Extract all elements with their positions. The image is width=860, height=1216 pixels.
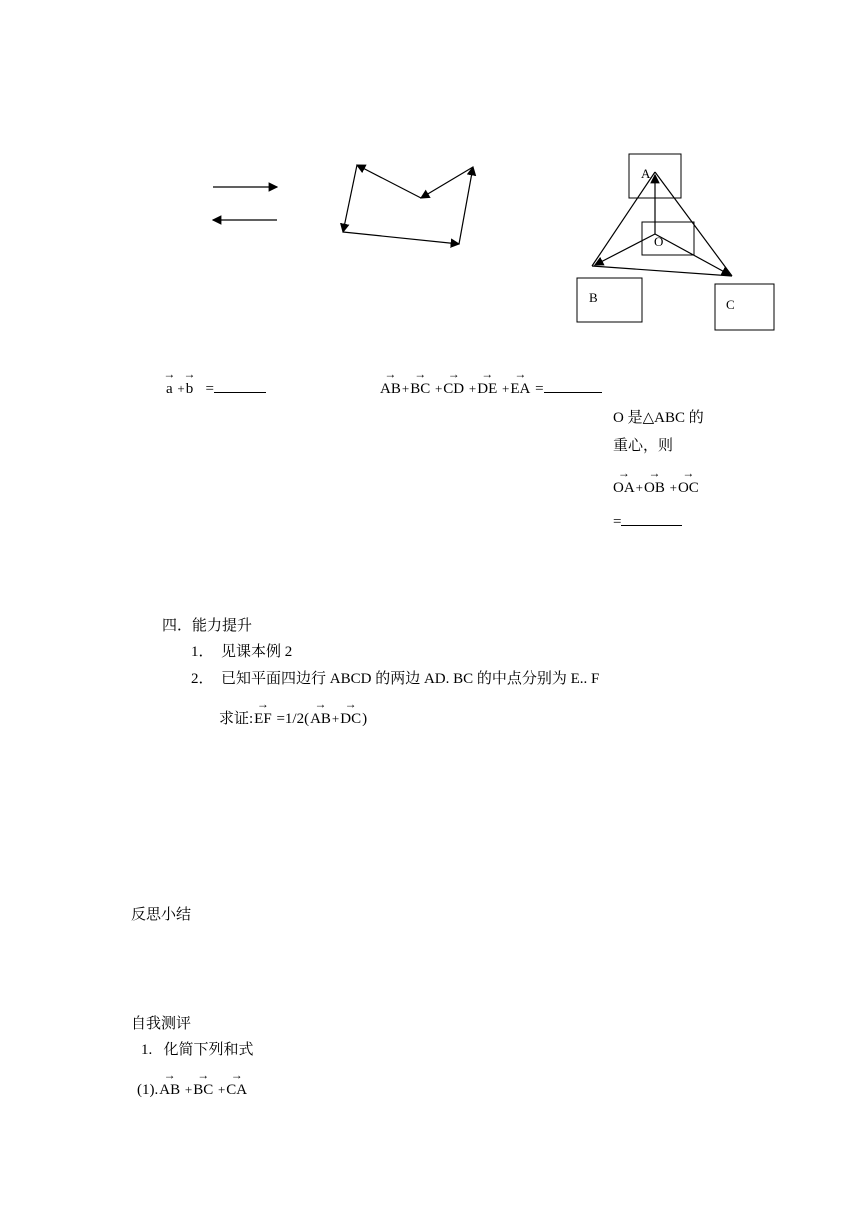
vertex-label-a: A — [641, 166, 651, 181]
reflection-title: 反思小结 — [131, 907, 192, 923]
section-4-title: 四．能力提升 — [162, 618, 253, 634]
centroid-line-2: 重心，则 — [613, 438, 674, 454]
opposite-vectors-figure — [205, 175, 290, 235]
self-test-sub-1: (1).→ AB +→ BC +→ CA — [137, 1081, 248, 1099]
exercise-polygon-sum: → AB+→ BC +→ CD +→ DE +→ EA = — [379, 378, 602, 398]
exercise-a-plus-b: → a +→ b = — [165, 378, 266, 398]
self-test-item-1: 1. 化简下列和式 — [141, 1042, 254, 1058]
self-test-title: 自我测评 — [131, 1016, 192, 1032]
answer-blank[interactable] — [621, 511, 682, 526]
section-4-item-2: 2． 已知平面四边行 ABCD 的两边 AD. BC 的中点分别为 E.. F — [191, 671, 600, 687]
vector-a: → a — [166, 380, 173, 398]
vertex-label-c: C — [726, 297, 735, 312]
centroid-line-1: O 是△ABC 的 — [613, 410, 704, 426]
centroid-label-o: O — [654, 234, 664, 249]
centroid-answer: = — [613, 511, 682, 531]
proof-statement: 求证:→ EF =1/2(→ AB+→ DC) — [219, 710, 367, 728]
centroid-vector-sum: → OA+→ OB +→ OC — [612, 479, 700, 497]
answer-blank[interactable] — [214, 378, 266, 393]
vector-polygon-figure — [335, 155, 485, 255]
centroid-triangle-figure — [570, 148, 785, 338]
vector-b: → b — [186, 380, 194, 398]
vertex-label-b: B — [589, 290, 598, 305]
answer-blank[interactable] — [544, 378, 602, 393]
section-4-item-1: 1． 见课本例 2 — [191, 644, 293, 660]
